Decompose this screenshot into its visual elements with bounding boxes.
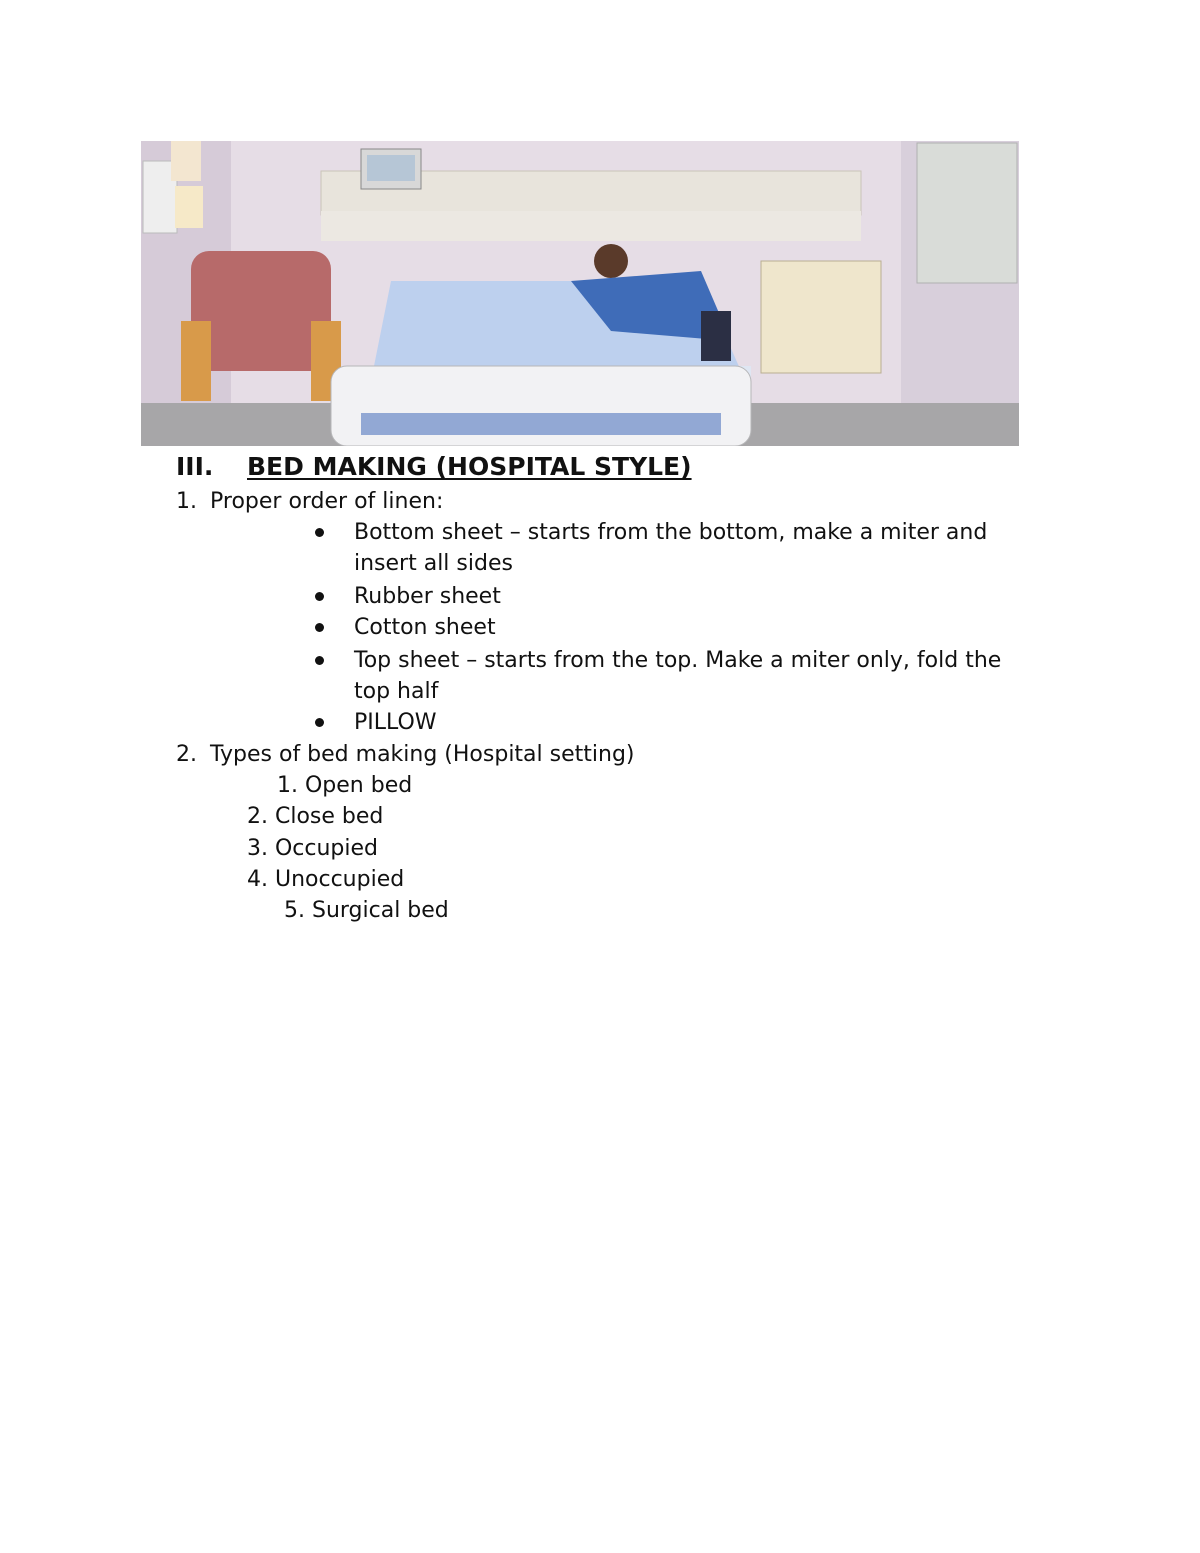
- hospital-bed-photo: [141, 141, 1019, 446]
- bullet-text: Bottom sheet – starts from the bottom, make a miter and: [354, 520, 988, 545]
- bullet-icon: [315, 592, 324, 601]
- bullet-text: Top sheet – starts from the top. Make a miter only, fold the: [354, 648, 1002, 673]
- bed-type-item: 4. Unoccupied: [247, 867, 405, 892]
- bed-type-item: 3. Occupied: [247, 836, 379, 861]
- heading-number: III.: [176, 452, 214, 481]
- bullet-icon: [315, 528, 324, 537]
- list-item-1: [176, 486, 443, 517]
- hospital-room-illustration: [141, 141, 1019, 446]
- bed-type-item: 1. Open bed: [277, 773, 413, 798]
- section-heading: [176, 449, 692, 485]
- bullet-text-continued: top half: [354, 679, 439, 704]
- list-number: 1.: [176, 489, 197, 514]
- bullet-text: Cotton sheet: [354, 615, 496, 640]
- list-item-text: Types of bed making (Hospital setting): [210, 742, 635, 767]
- bed-type-item: 5. Surgical bed: [284, 898, 449, 923]
- list-number: 2.: [176, 742, 197, 767]
- bullet-icon: [315, 718, 324, 727]
- list-item-text: Proper order of linen:: [210, 489, 444, 514]
- bullet-icon: [315, 656, 324, 665]
- bed-type-item: 2. Close bed: [247, 804, 384, 829]
- bullet-text-continued: insert all sides: [354, 551, 513, 576]
- bullet-icon: [315, 623, 324, 632]
- bullet-text: PILLOW: [354, 710, 437, 735]
- list-item-2: [176, 739, 635, 770]
- bullet-text: Rubber sheet: [354, 584, 501, 609]
- heading-title: BED MAKING (HOSPITAL STYLE): [247, 452, 692, 481]
